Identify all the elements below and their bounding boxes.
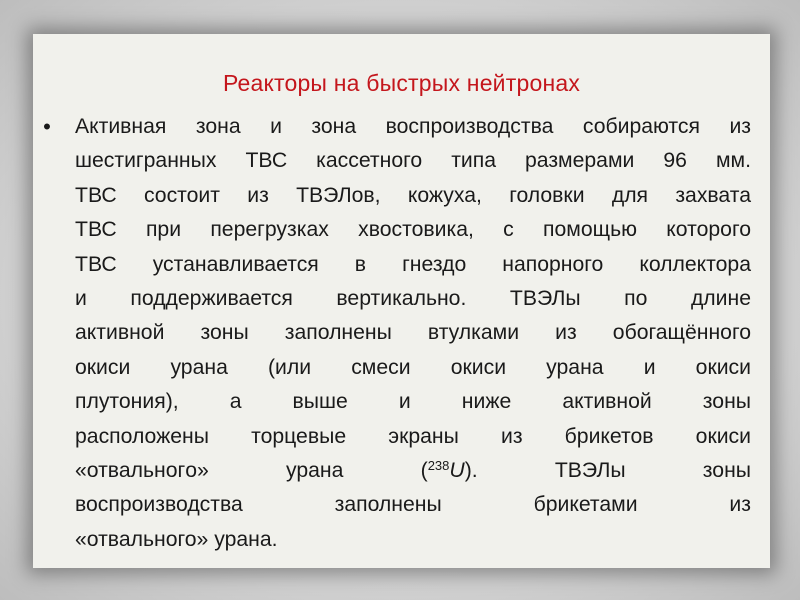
slide-body <box>43 110 751 557</box>
isotope-mass-number: 238 <box>427 457 450 473</box>
text-line-12: воспроизводства заполнены брикетами из <box>75 493 751 517</box>
text-line-2: шестигранных ТВС кассетного типа размерами 96 мм. <box>75 149 751 173</box>
line11-suffix: ). ТВЭЛы зоны <box>464 458 751 482</box>
line11-prefix: «отвальногo» урана ( <box>75 458 428 482</box>
bullet-item <box>43 110 751 557</box>
text-line-8: окиси урана (или смеси окиси урана и окиси <box>75 355 751 379</box>
text-line-5: ТВС устанавливается в гнездо напорного коллектора <box>75 252 751 276</box>
text-line-10: расположены торцевые экраны из брикетов окиси <box>75 424 751 448</box>
text-line-13: «отвального» урана. <box>75 527 278 551</box>
slide <box>33 34 770 568</box>
text-line-1: Активная зона и зона воспроизводства собираются из <box>75 115 751 138</box>
text-line-6: и поддерживается вертикально. ТВЭЛы по длине <box>75 286 751 310</box>
slide-title: Реакторы на быстрых нейтронах <box>222 70 581 96</box>
text-line-9: плутония), а выше и ниже активной зоны <box>75 390 751 414</box>
bullet-marker: • <box>43 114 51 139</box>
text-line-7: активной зоны заполнены втулками из обогащённого <box>75 321 751 345</box>
isotope-symbol: U <box>449 458 465 482</box>
text-line-3: ТВС состоит из ТВЭЛов, кожуха, головки для захвата <box>75 183 751 207</box>
text-line-11 <box>75 454 751 488</box>
text-line-4: ТВС при перегрузках хвостовика, с помощью которого <box>75 218 751 242</box>
